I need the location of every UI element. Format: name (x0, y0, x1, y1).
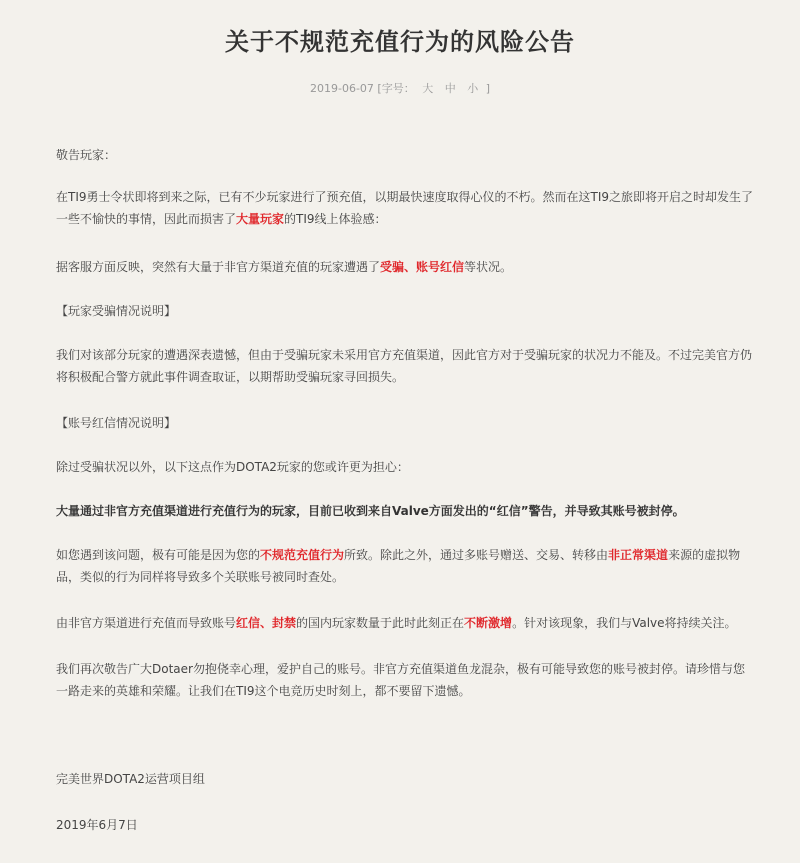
paragraph-increase-text-c: 。针对该现象，我们与Valve将持续关注。 (512, 616, 737, 630)
paragraph-report-text-b: 等状况。 (464, 260, 513, 274)
publish-date: 2019-06-07 (309, 82, 374, 95)
sign-date: 2019年6月7日 (56, 818, 138, 832)
greeting: 敬告玩家： (56, 148, 117, 162)
paragraph-cause (56, 544, 756, 588)
font-size-close: ] (485, 82, 491, 95)
paragraph-intro (56, 186, 756, 230)
paragraph-intro-text-b: 的TI9线上体验感： (284, 212, 387, 226)
font-size-medium-button[interactable]: 中 (444, 82, 456, 95)
article-title: 关于不规范充值行为的风险公告 (225, 28, 575, 56)
paragraph-warning: 大量通过非官方充值渠道进行充值行为的玩家，目前已收到来自Valve方面发出的“红信”警告，并导致其账号被封停。 (56, 504, 685, 518)
highlight-many-players: 大量玩家 (236, 212, 285, 226)
paragraph-increase-text-b: 的国内玩家数量于此时此刻正在 (296, 616, 465, 630)
paragraph-scam: 我们对该部分玩家的遭遇深表遗憾，但由于受骗玩家未采用官方充值渠道，因此官方对于受骗玩家的状况力不能及。不过完美官方仍将积极配合警方就此事件调查取证，以期帮助受骗玩家寻回损失。 (56, 348, 753, 384)
paragraph-cause-text-b: 所致。除此之外，通过多账号赠送、交易、转移由 (344, 548, 609, 562)
font-size-label: [字号： (377, 82, 415, 95)
paragraph-intro-text-a: 在TI9勇士令状即将到来之际，已有不少玩家进行了预充值，以期最快速度取得心仪的不朽。然而在这TI9之旅即将开启之时却发生了一些不愉快的事情，因此而损害了 (56, 190, 754, 226)
font-size-small-button[interactable]: 小 (467, 82, 479, 95)
font-size-large-button[interactable]: 大 (422, 82, 434, 95)
highlight-abnormal-channel: 非正常渠道 (608, 548, 669, 562)
highlight-scam-redletter: 受骗、账号红信 (380, 260, 465, 274)
highlight-irregular-recharge: 不规范充值行为 (260, 548, 345, 562)
paragraph-increase-text-a: 由非官方渠道进行充值而导致账号 (56, 616, 237, 630)
highlight-ban: 红信、封禁 (236, 616, 297, 630)
highlight-surge: 不断激增 (464, 616, 513, 630)
section-heading-scam: 【玩家受骗情况说明】 (56, 304, 177, 318)
paragraph-report (56, 256, 756, 278)
paragraph-cause-text-c: 来源的虚拟物品，类似的行为同样将导致多个关联账号被同时查处。 (56, 548, 741, 584)
paragraph-worry: 除过受骗状况以外，以下这点作为DOTA2玩家的您或许更为担心： (56, 460, 409, 474)
signature: 完美世界DOTA2运营项目组 (56, 772, 205, 786)
section-heading-redletter: 【账号红信情况说明】 (56, 416, 177, 430)
paragraph-report-text-a: 据客服方面反映，突然有大量于非官方渠道充值的玩家遭遇了 (56, 260, 381, 274)
paragraph-cause-text-a: 如您遇到该问题，极有可能是因为您的 (56, 548, 261, 562)
paragraph-closing: 我们再次敬告广大Dotaer勿抱侥幸心理，爱护自己的账号。非官方充值渠道鱼龙混杂，极有可能导致您的账号被封停。请珍惜与您一路走来的英雄和荣耀。让我们在TI9这个电竞历史时刻上，都不要留下遗憾。 (56, 662, 745, 698)
article-meta (0, 80, 800, 96)
paragraph-increase (56, 612, 756, 634)
